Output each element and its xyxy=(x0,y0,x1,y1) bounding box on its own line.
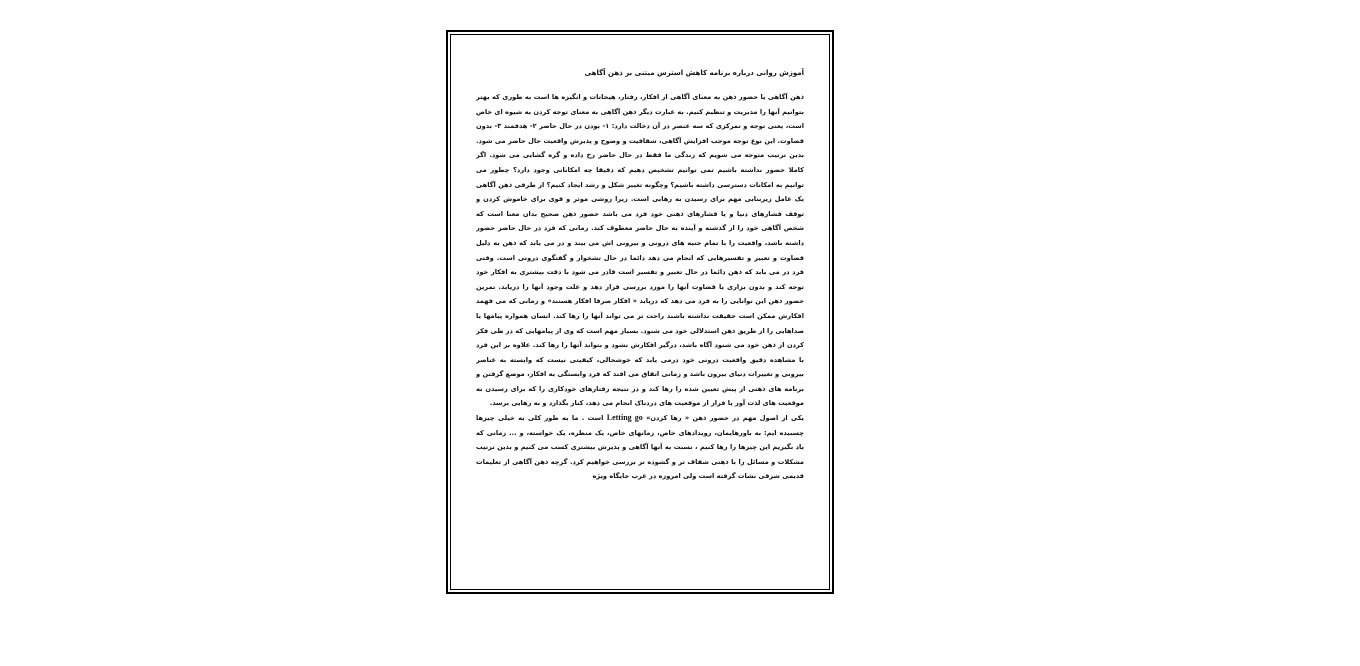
paragraph-2-body: است . ما به طور کلی به خیلی چیزها چسبیده ایم: به باورهایمان، رویدادهای خاص، زمانهای خاص، یک منظره، یک خواسته، و ... زمانی که یاد بگیریم این چیزها را رها کنیم ، نسبت به آنها آگاهی و پذیرش بیشتری کسب می کنیم و بدین ترتیب مشکلات و مسائل را با ذهنی شفاف تر و گشوده تر بررسی خواهیم کرد. گرچه ذهن آگاهی از تعلیمات قدیمی شرقی نشات گرفته است ولی امروزه در غرب جایگاه ویژه xyxy=(476,414,804,481)
paragraph-2 xyxy=(476,411,804,484)
document-title: آموزش روانی درباره برنامه کاهش استرس مبتنی بر ذهن آگاهی xyxy=(584,69,804,77)
paragraph-1: ذهن آگاهی یا حضور ذهن به معنای آگاهی از افکار، رفتار، هیجانات و انگیزه ها است به طوری که بهتر بتوانیم آنها را مدیریت و تنظیم کنیم. به عبارت دیگر ذهن آگاهی به معنای توجه کردن به شیوه ای خاص است، یعنی توجه و تمرکزی که سه عنصر در آن دخالت دارد: ۱- بودن در حال حاضر ۲- هدفمند ۳- بدون قضاوت. این نوع توجه موجب افزایش آگاهی، شفافیت و وضوح و پذیرش واقعیت حال حاضر می شود. بدین ترتیب متوجه می شویم که زندگی ما فقط در حال حاضر رخ داده و گره گشایی می شود. اگر کاملا حضور نداشته باشیم تمی توانیم تشخیص دهیم که دقیقا چه امکاناتی وجود دارد؟ چطور می توانیم به امکانات دسترسی داشته باشیم؟ وچگونه تغییر شکل و رشد ایجاد کنیم؟ از طرفی ذهن آگاهی یک عامل زیربنایی مهم برای رسیدن به رهایی است. زیرا روشی موثر و قوی برای خاموش کردن و توقف فشارهای دنیا و یا فشارهای ذهنی خود فرد می باشد حضور ذهن صحیح بدان معنا است که شخص آگاهی خود را از گذشته و آینده به حال حاضر معطوف کند. زمانی که فرد در حال حاضر حضور داشته باشد، واقعیت را با تمام جنبه های درونی و بیرونی اش می بیند و در می یابد که ذهن به دلیل قضاوت و تعبیر و تفسیرهایی که انجام می دهد دائما در حال تشخوار و گفتگوی درونی است. وقتی فرد در می یابد که ذهن دائما در حال تعبیر و تفسیر است قادر می شود با دقت بیشتری به افکار خود توجه کند و بدون بزاری یا قضاوت آنها را مورد بررسی قرار دهد و علت وجود آنها را دریابد. تمرین حضور ذهن این توانایی را به فرد می دهد که دریابد « افکار صرفا افکار هستند» و زمانی که می فهمد افکارش ممکن است حقیقت نداشته باشند راحت تر می تواند آنها را رها کند. انسان همواره پیامها یا صداهایی را از طریق ذهن استدلالی خود می شنود. بسیار مهم است که وی از پیامهایی که در طی فکر کردن از ذهن خود می شنود آگاه باشد، درگیر افکارش نشود و بتواند آنها را رها کند. علاوه بر این فرد با مشاهده دقیق واقعیت درونی خود درمی یابد که خوشحالی، کیفیتی نیست که وابسته به عناصر بیرونی و تغییرات دنیای بیرون باشد و زمانی اتفاق می افتد که فرد وابستگی به افکار، موضع گرفتن و برنامه های ذهنی از پیش تعیین شده را رها کند و در نتیجه رفتارهای خودکاری را که برای رسیدن به موقعیت های لذت آور یا فرار از موقعیت های دردناک انجام می دهد، کنار بگذارد و به رهایی برسد. xyxy=(476,93,804,408)
paragraph-2-intro: یکی از اصول مهم در حضور ذهن « رها کردن» xyxy=(646,414,804,423)
page-content xyxy=(476,68,804,554)
letting-go-term: Letting go xyxy=(606,413,643,423)
document-page xyxy=(446,30,834,594)
